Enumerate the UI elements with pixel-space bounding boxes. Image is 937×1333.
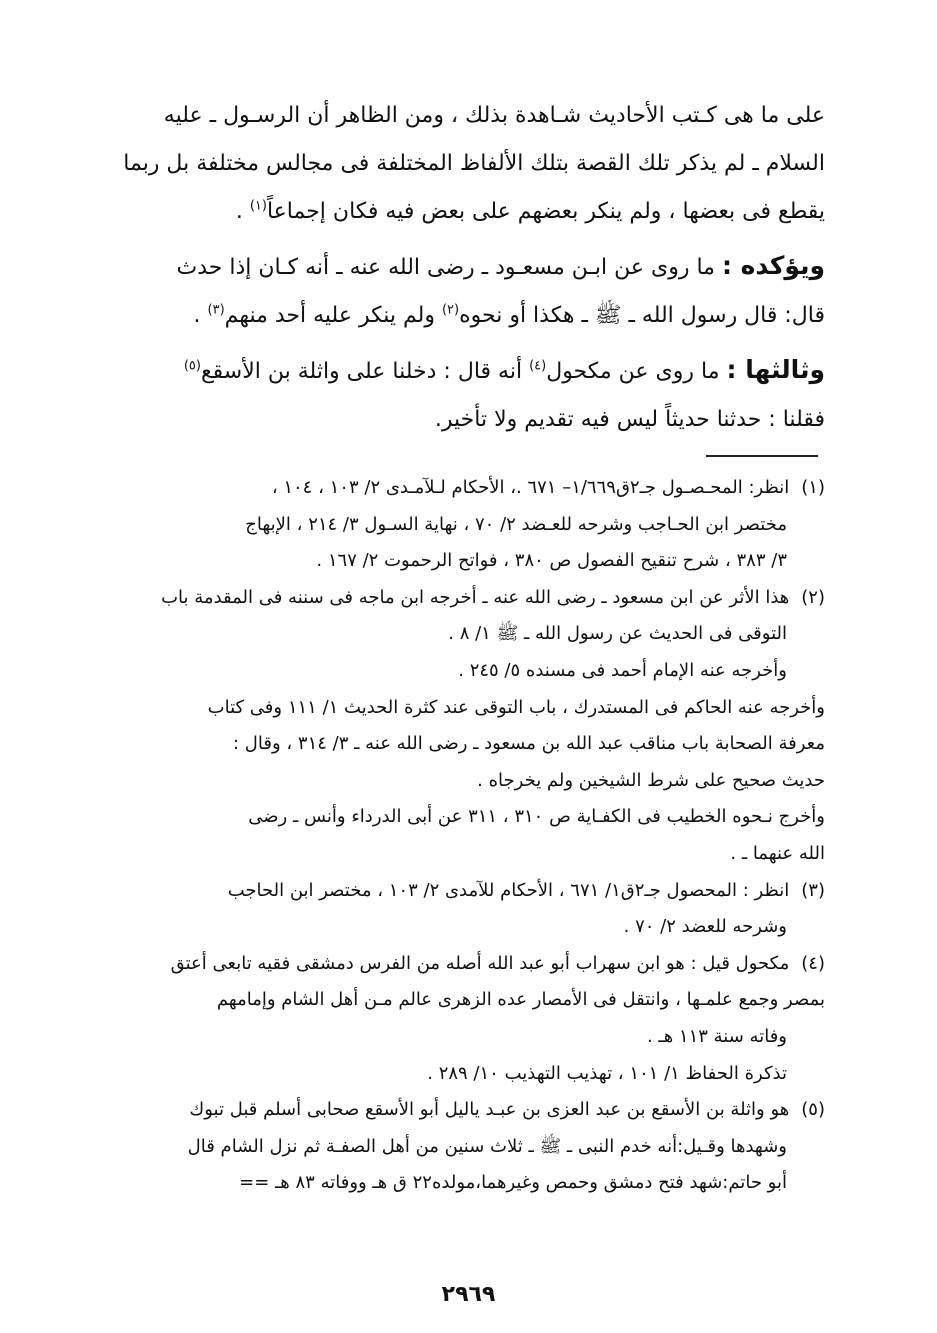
footnote-number: (٢) [801, 586, 825, 608]
footnote-2 [105, 580, 825, 873]
paragraph-2-line-2b: ولم ينكر عليه أحد منهم [224, 303, 442, 328]
footnotes [105, 470, 825, 1202]
paragraph-3-line-2: فقلنا : حدثنا حديثاً ليس فيه تقديم ولا تأخير. [434, 407, 825, 432]
paragraph-3 [105, 346, 825, 444]
footnote-2-line-1: (٢) هذا الأثر عن ابن مسعود ـ رضى الله عنه ـ أخرجه ابن ماجه فى سننه فى المقدمة باب [105, 580, 825, 617]
paragraph-1-line-1: على ما هى كـتب الأحاديث شـاهدة بذلك ، ومن الظاهر أن الرسـول ـ عليه [163, 103, 825, 128]
paragraph-1 [105, 92, 825, 236]
footnote-5-line-2: وشهدها وقـيل:أنه خدم النبى ـ ﷺ ـ ثلاث سنين من أهل الصفـة ثم نزل الشام قال [187, 1135, 787, 1157]
footnote-2-extra-1: وأخرجه عنه الحاكم فى المستدرك ، باب التوقى عند كثرة الحديث ١/ ١١١ وفى كتاب [207, 696, 825, 718]
footnote-2-extra-2: معرفة الصحابة باب مناقب عبد الله بن مسعود ـ رضى الله عنه ـ ٣/ ٣١٤ ، وقال : [233, 733, 825, 755]
footnote-5-line-1: (٥) هو واثلة بن الأسقع بن عبد العزى بن عبـد ياليل أبو الأسقع صحابى أسلم قبل تبوك [105, 1092, 825, 1129]
footnote-5 [105, 1092, 825, 1202]
footnote-4-line-4: تذكرة الحفاظ ١/ ١٠١ ، تهذيب التهذيب ١٠/ ٢٨٩ . [427, 1062, 787, 1084]
footnote-ref-5[interactable]: (٥) [183, 358, 201, 374]
footnote-number: (٤) [801, 952, 825, 974]
footnote-1-line-3: ٣/ ٣٨٣ ، شرح تنقيح الفصول ص ٣٨٠ ، فواتح الرحموت ٢/ ١٦٧ . [316, 550, 787, 572]
footnote-ref-1[interactable]: (١) [249, 198, 267, 214]
footnote-ref-2[interactable]: (٢) [441, 302, 460, 318]
paragraph-2-line-2a: قال: قال رسول الله ـ ﷺ ـ هكذا أو نحوه [459, 303, 825, 328]
footnote-2-line-2: التوقى فى الحديث عن رسول الله ـ ﷺ ١/ ٨ . [448, 623, 787, 645]
paragraph-2-end: . [193, 303, 208, 328]
footnote-3-line-2: وشرحه للعضد ٢/ ٧٠ . [623, 916, 787, 938]
footnote-4 [105, 946, 825, 1092]
footnote-number: (٥) [801, 1099, 825, 1121]
paragraph-2 [105, 242, 825, 340]
paragraph-1-line-3: يقطع فى بعضها ، ولم ينكر بعضهم على بعض فيه فكان إجماعاً [266, 199, 825, 224]
footnote-number: (١) [801, 477, 825, 498]
main-text [105, 92, 825, 444]
footnote-3-line-1: (٣) انظر : المحصول جـ٢ق١/ ٦٧١ ، الأحكام للآمدى ٢/ ١٠٣ ، مختصر ابن الحاجب [105, 873, 825, 910]
footnote-number: (٣) [801, 879, 825, 901]
footnote-3 [105, 873, 825, 946]
footnote-4-line-2: بمصر وجمع علمـها ، وانتقل فى الأمصار عده الزهرى عالم مـن أهل الشام وإمامهم [216, 989, 825, 1011]
paragraph-1-line-2: السلام ـ لم يذكر تلك القصة بتلك الألفاظ المختلفة فى مجالس مختلفة بل ربما [123, 151, 825, 176]
footnote-ref-3[interactable]: (٣) [207, 302, 225, 318]
footnote-2-extra-4: وأخرج نـحوه الخطيب فى الكفـاية ص ٣١٠ ، ٣١١ عن أبى الدرداء وأنس ـ رضى [248, 806, 825, 828]
footnote-2-extra-5: الله عنهما ـ . [730, 842, 825, 864]
paragraph-2-lead: ويؤكده : [721, 251, 825, 280]
footnote-2-extra-3: حديث صحيح على شرط الشيخين ولم يخرجاه . [477, 769, 825, 791]
footnote-1-line-1: (١) انظر: المحـصـول جـ٢ق١/٦٦٩– ٦٧١ .، الأحكام لـلآمـدى ٢/ ١٠٣ ، ١٠٤ ، [105, 470, 825, 507]
footnote-4-line-1: (٤) مكحول قيل : هو ابن سهراب أبو عبد الله أصله من الفرس دمشقى فقيه تابعى أعتق [105, 946, 825, 983]
footnote-1-line-2: مختصر ابن الحـاجب وشرحه للعـضد ٢/ ٧٠ ، نهاية السـول ٣/ ٢١٤ ، الإبهاج [245, 513, 787, 535]
page-number: ٢٩٦٩ [441, 1282, 496, 1307]
paragraph-3-line-1a: ما روى عن مكحول [546, 359, 727, 384]
footnote-ref-4[interactable]: (٤) [529, 358, 547, 374]
paragraph-3-line-1b: أنه قال : دخلنا على واثلة بن الأسقع [200, 359, 530, 384]
footnote-separator [706, 455, 818, 457]
footnote-1 [105, 470, 825, 580]
footnote-4-line-3: وفاته سنة ١١٣ هـ . [646, 1025, 787, 1047]
paragraph-2-line-1: ما روى عن ابـن مسعـود ـ رضى الله عنه ـ أنه كـان إذا حدث [176, 255, 722, 280]
footnote-2-line-3: وأخرجه عنه الإمام أحمد فى مسنده ٥/ ٢٤٥ . [458, 659, 787, 681]
paragraph-3-lead: وثالثها : [726, 355, 825, 384]
footnote-5-line-3: أبو حاتم:شهد فتح دمشق وحمص وغيرهما،مولده٢٢ ق هـ ووفاته ٨٣ هـ == [239, 1172, 787, 1194]
paragraph-1-end: . [235, 199, 250, 224]
